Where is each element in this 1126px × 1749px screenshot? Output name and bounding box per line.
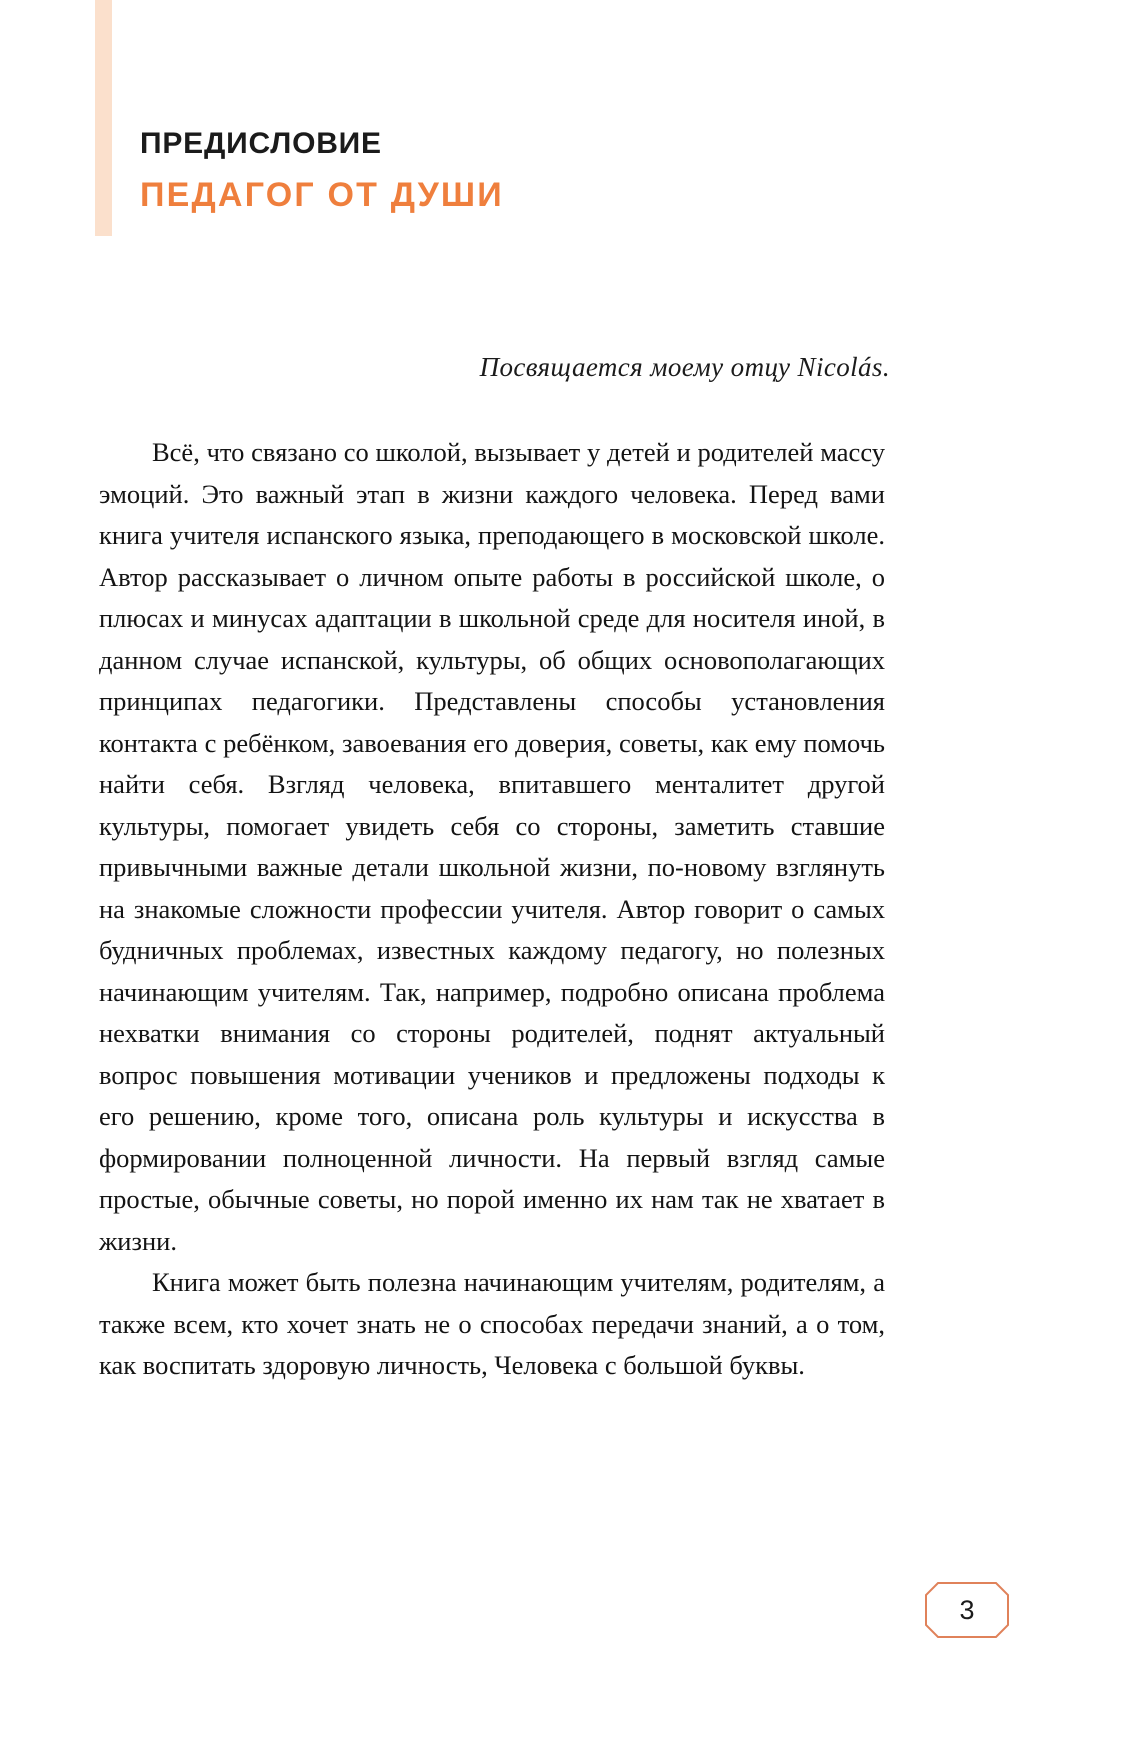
paragraph: Всё, что связано со школой, вызывает у детей и родителей массу эмоций. Это важный этап в жизни каждого человека. Перед вами книга учителя испанского языка, преподающего в московской школе. Автор рассказывает о личном опыте работы в российской школе, о плюсах и минусах адаптации в школьной среде для носителя иной, в данном случае испанской, культуры, об общих основополагающих принципах педагогики. Представлены способы установления контакта с ребёнком, завоевания его доверия, советы, как ему помочь найти себя. Взгляд человека, впитавшего менталитет другой культуры, помогает увидеть себя со стороны, заметить ставшие привычными важные детали школьной жизни, по-новому взглянуть на знакомые сложности профессии учителя. Автор говорит о самых будничных проблемах, известных каждому педагогу, но полезных начинающим учителям. Так, например, подробно описана проблема нехватки внимания со стороны родителей, поднят актуальный вопрос повышения мотивации учеников и предложены подходы к его решению, кроме того, описана роль культуры и искусства в формировании полноценной личности. На первый взгляд самые простые, обычные советы, но порой именно их нам так не хватает в жизни. [99,437,885,1256]
page-number-label: 3 [959,1594,975,1625]
section-kicker: ПРЕДИСЛОВИЕ [140,127,382,160]
decorative-accent-strip [95,0,112,236]
page-number-badge [925,1582,1009,1638]
dedication-line: Посвящается моему отцу Nicolás. [479,352,890,382]
page-title: ПЕДАГОГ ОТ ДУШИ [140,176,504,215]
body-text [99,432,885,1387]
page-header [140,126,900,216]
paragraph: Книга может быть полезна начинающим учителям, родителям, а также всем, кто хочет знать не о способах передачи знаний, а о том, как воспитать здоровую личность, Человека с большой буквы. [99,1267,885,1380]
